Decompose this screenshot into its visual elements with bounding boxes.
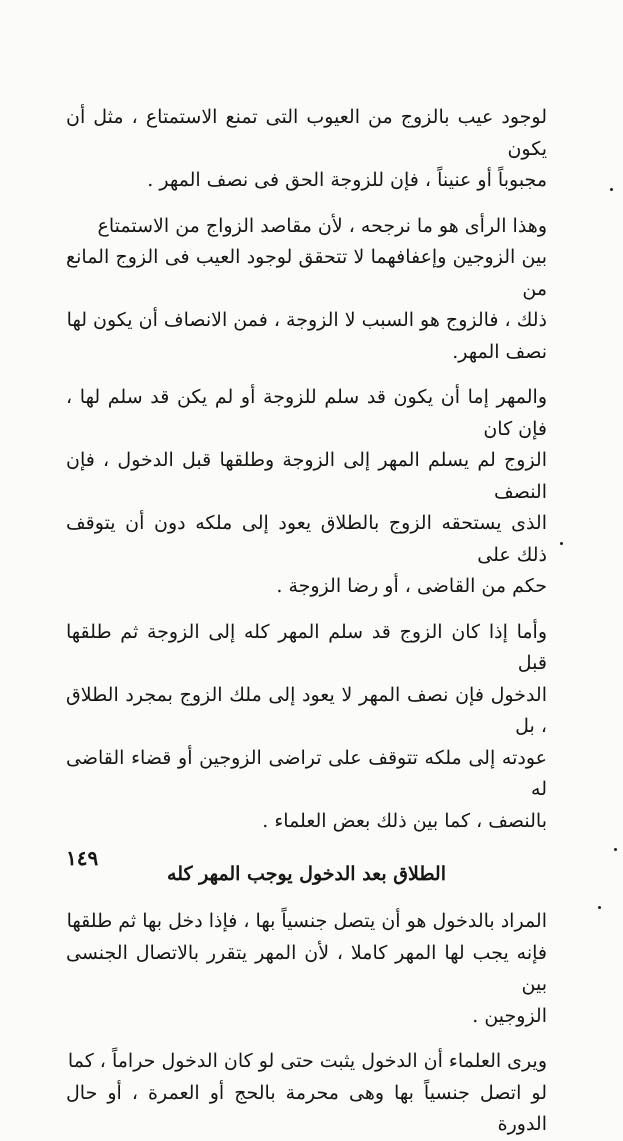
line: لو اتصل جنسياً بها وهى محرمة بالحج أو العمرة ، أو حال الدورة xyxy=(66,1081,547,1135)
scan-speck xyxy=(610,188,613,191)
paragraph-2 xyxy=(66,211,547,369)
line: ويرى العلماء أن الدخول يثبت حتى لو كان الدخول حراماً ، كما xyxy=(67,1050,547,1072)
line: الزوجين . xyxy=(472,1004,547,1027)
line: الذى يستحقه الزوج بالطلاق يعود إلى ملكه دون أن يتوقف ذلك على xyxy=(66,512,547,566)
line: نصف المهر. xyxy=(452,340,547,363)
line: الزوج لم يسلم المهر إلى الزوجة وطلقها قبل الدخول ، فإن النصف xyxy=(66,449,547,503)
paragraph-3 xyxy=(66,382,547,603)
paragraph-4 xyxy=(66,617,547,838)
line: لوجود عيب بالزوج من العيوب التى تمنع الاستمتاع ، مثل أن يكون xyxy=(66,106,547,160)
line: فإنه يجب لها المهر كاملا ، لأن المهر يتقرر بالاتصال الجنسى بين xyxy=(66,941,547,995)
line: والمهر إما أن يكون قد سلم للزوجة أو لم يكن قد سلم لها ، فإن كان xyxy=(66,386,547,440)
body-text xyxy=(66,102,547,1141)
scan-speck xyxy=(598,906,601,909)
line: الدخول فإن نصف المهر لا يعود إلى ملك الزوج بمجرد الطلاق ، بل xyxy=(66,683,547,737)
page-number: ١٤٩ xyxy=(66,846,99,870)
line: وهذا الرأى هو ما نرجحه ، لأن مقاصد الزواج من الاستمتاع xyxy=(97,214,547,237)
line: بين الزوجين وإعفافهما لا تتحقق لوجود العيب فى الزوج المانع من xyxy=(66,246,547,300)
paragraph-5 xyxy=(66,906,547,1032)
line: حكم من القاضى ، أو رضا الزوجة . xyxy=(276,575,547,597)
line: عودته إلى ملكه تتوقف على تراضى الزوجين أو قضاء القاضى له xyxy=(66,746,547,800)
line: المراد بالدخول هو أن يتصل جنسياً بها ، فإذا دخل بها ثم طلقها xyxy=(66,910,547,932)
paragraph-1 xyxy=(66,102,547,197)
line: مجبوباً أو عنيناً ، فإن للزوجة الحق فى نصف المهر . xyxy=(147,169,547,191)
scan-speck xyxy=(614,848,617,851)
line: وأما إذا كان الزوج قد سلم المهر كله إلى الزوجة ثم طلقها قبل xyxy=(66,620,547,674)
section-heading: الطلاق بعد الدخول يوجب المهر كله xyxy=(167,863,446,885)
paragraph-6 xyxy=(66,1046,547,1141)
scan-speck xyxy=(560,542,563,545)
line: ذلك ، فالزوج هو السبب لا الزوجة ، فمن الانصاف أن يكون لها xyxy=(66,309,547,331)
line: بالنصف ، كما بين ذلك بعض العلماء . xyxy=(262,809,547,832)
